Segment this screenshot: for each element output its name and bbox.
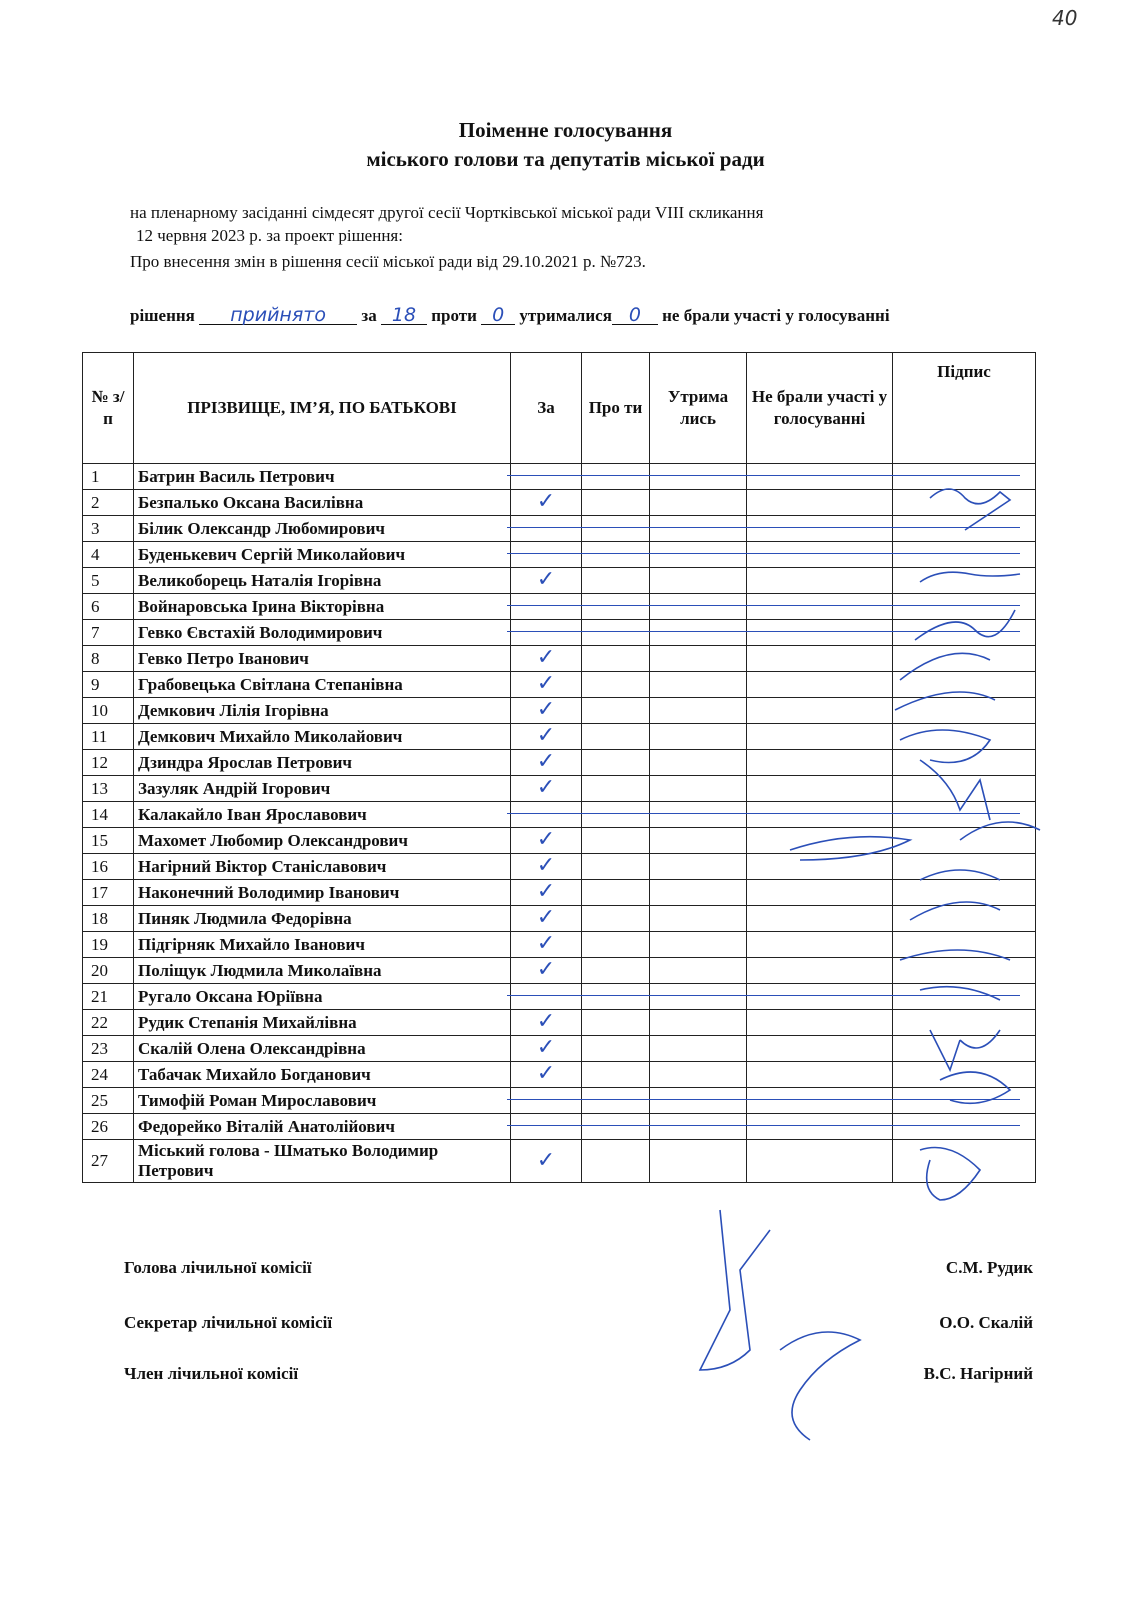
deputy-name: Махомет Любомир Олександрович [134, 828, 511, 854]
secretary-label: Секретар лічильної комісії [124, 1313, 333, 1332]
document-title: Поіменне голосування [458, 118, 673, 142]
row-number: 20 [83, 958, 134, 984]
row-number: 3 [83, 516, 134, 542]
checkmark-icon: ✓ [536, 879, 556, 904]
decision-label: рішення [130, 306, 195, 325]
row-number: 2 [83, 490, 134, 516]
deputy-name: Наконечний Володимир Іванович [134, 880, 511, 906]
header-num: № з/п [83, 353, 134, 464]
checkmark-icon: ✓ [536, 1061, 556, 1086]
row-number: 18 [83, 906, 134, 932]
row-number: 22 [83, 1010, 134, 1036]
decision-value: прийнято [199, 306, 357, 325]
row-number: 11 [83, 724, 134, 750]
deputy-name: Буденькевич Сергій Миколайович [134, 542, 511, 568]
row-number: 13 [83, 776, 134, 802]
checkmark-icon: ✓ [536, 1035, 556, 1060]
header-abstained: Утрима лись [650, 353, 747, 464]
abstained-label: утрималися [519, 306, 612, 325]
document-subtitle: міського голови та депутатів міської ради [366, 147, 765, 171]
row-number: 19 [83, 932, 134, 958]
deputy-name: Дзиндра Ярослав Петрович [134, 750, 511, 776]
deputy-name: Демкович Лілія Ігорівна [134, 698, 511, 724]
not-participated-label: не брали участі у голосуванні [662, 306, 890, 325]
chair-label: Голова лічильної комісії [124, 1258, 312, 1277]
checkmark-icon: ✓ [536, 1009, 556, 1034]
deputy-name: Калакайло Іван Ярославович [134, 802, 511, 828]
row-number: 1 [83, 464, 134, 490]
checkmark-icon: ✓ [536, 567, 556, 592]
checkmark-icon: ✓ [536, 905, 556, 930]
deputy-name: Ругало Оксана Юріївна [134, 984, 511, 1010]
deputy-name: Тимофій Роман Мирославович [134, 1088, 511, 1114]
deputy-name: Скалій Олена Олександрівна [134, 1036, 511, 1062]
deputy-name: Пиняк Людмила Федорівна [134, 906, 511, 932]
page-number: 40 [1052, 6, 1078, 30]
row-number: 14 [83, 802, 134, 828]
header-not-participated: Не брали участі у голосуванні [747, 353, 893, 464]
row-number: 26 [83, 1114, 134, 1140]
against-value: 0 [481, 306, 515, 325]
deputy-name: Рудик Степанія Михайлівна [134, 1010, 511, 1036]
row-number: 5 [83, 568, 134, 594]
against-label: проти [431, 306, 477, 325]
row-number: 27 [83, 1140, 134, 1183]
row-number: 4 [83, 542, 134, 568]
row-number: 10 [83, 698, 134, 724]
for-label: за [361, 306, 377, 325]
row-number: 24 [83, 1062, 134, 1088]
deputy-name: Батрин Василь Петрович [134, 464, 511, 490]
checkmark-icon: ✓ [536, 1147, 556, 1173]
header-against: Про ти [582, 353, 650, 464]
header-name: ПРІЗВИЩЕ, ІМ’Я, ПО БАТЬКОВІ [134, 353, 511, 464]
row-number: 25 [83, 1088, 134, 1114]
date-line: 12 червня 2023 р. за проект рішення: [136, 226, 403, 245]
deputy-name: Гевко Євстахій Володимирович [134, 620, 511, 646]
for-value: 18 [381, 306, 427, 325]
deputy-name: Федорейко Віталій Анатолійович [134, 1114, 511, 1140]
header-for: За [511, 353, 582, 464]
checkmark-icon: ✓ [536, 931, 556, 956]
deputy-name: Білик Олександр Любомирович [134, 516, 511, 542]
deputy-name: Табачак Михайло Богданович [134, 1062, 511, 1088]
checkmark-icon: ✓ [536, 489, 556, 514]
checkmark-icon: ✓ [536, 775, 556, 800]
deputy-name: Поліщук Людмила Миколаївна [134, 958, 511, 984]
deputy-name: Гевко Петро Іванович [134, 646, 511, 672]
deputy-name: Безпалько Оксана Василівна [134, 490, 511, 516]
project-line: Про внесення змін в рішення сесії міської ради від 29.10.2021 р. №723. [130, 252, 646, 271]
checkmark-icon: ✓ [536, 853, 556, 878]
checkmark-icon: ✓ [536, 957, 556, 982]
deputy-name: Зазуляк Андрій Ігорович [134, 776, 511, 802]
deputy-name: Великоборець Наталія Ігорівна [134, 568, 511, 594]
deputy-name: Демкович Михайло Миколайович [134, 724, 511, 750]
deputy-name: Войнаровська Ірина Вікторівна [134, 594, 511, 620]
deputy-name: Нагірний Віктор Станіславович [134, 854, 511, 880]
row-number: 23 [83, 1036, 134, 1062]
chair-name: С.М. Рудик [945, 1258, 1033, 1277]
session-line: на пленарному засіданні сімдесят другої сесії Чортківської міської ради VIII скликання [130, 203, 764, 222]
row-number: 16 [83, 854, 134, 880]
row-number: 12 [83, 750, 134, 776]
checkmark-icon: ✓ [536, 697, 556, 722]
row-number: 7 [83, 620, 134, 646]
checkmark-icon: ✓ [536, 645, 556, 670]
row-number: 8 [83, 646, 134, 672]
secretary-name: О.О. Скалій [939, 1313, 1033, 1332]
deputy-name: Грабовецька Світлана Степанівна [134, 672, 511, 698]
checkmark-icon: ✓ [536, 671, 556, 696]
header-signature: Підпис [893, 353, 1036, 464]
row-number: 21 [83, 984, 134, 1010]
checkmark-icon: ✓ [536, 827, 556, 852]
deputy-name: Міський голова - Шматько Володимир Петрович [134, 1140, 511, 1183]
abstained-value: 0 [612, 306, 658, 325]
member-label: Член лічильної комісії [124, 1364, 299, 1383]
row-number: 17 [83, 880, 134, 906]
row-number: 6 [83, 594, 134, 620]
checkmark-icon: ✓ [536, 723, 556, 748]
checkmark-icon: ✓ [536, 749, 556, 774]
row-number: 9 [83, 672, 134, 698]
member-name: В.С. Нагірний [923, 1364, 1033, 1383]
row-number: 15 [83, 828, 134, 854]
deputy-name: Підгірняк Михайло Іванович [134, 932, 511, 958]
